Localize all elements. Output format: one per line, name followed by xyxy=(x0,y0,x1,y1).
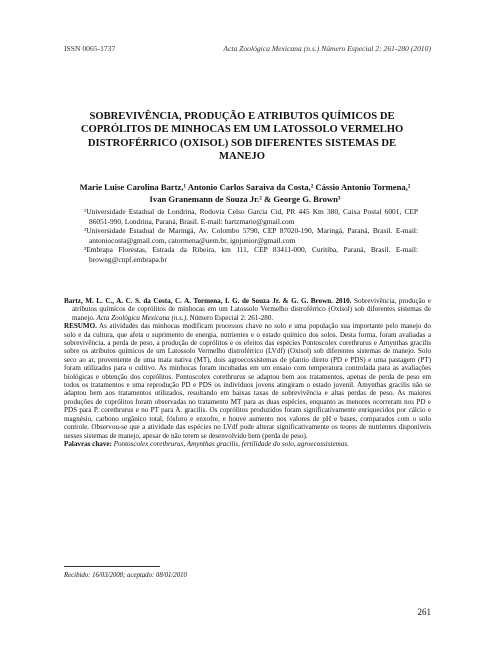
abstract-label: RESUMO. xyxy=(64,322,97,331)
citation-text: Sobrevivência, produção e atributos químicos de coprólitos de minhocas em um Latossolo Vermelho distroférrico (Oxisol) sob diferentes sistemas de manejo. xyxy=(72,297,431,322)
running-header xyxy=(64,44,431,53)
citation-authors: Bartz, M. L. C., A. C. S. da Costa, C. A. Tormena, I. G. de Souza Jr. & G. G. Brown. 2010. xyxy=(64,297,352,305)
affiliation-1: ¹Universidade Estadual de Londrina, Rodovia Celso Garcia Cid, PR 445 Km 380, Caixa Postal 6001, CEP 86051-990, Londrina, Paraná, Brasil. E-mail: bartzmarie@gmail.com xyxy=(84,207,418,226)
keywords xyxy=(64,440,431,448)
citation xyxy=(64,297,431,322)
citation-issue: Número Especial 2: 261-280. xyxy=(189,313,274,322)
affiliation-3: ³Embrapa Florestas, Estrada da Ribeira, km 111, CEP 83411-000, Curitiba, Paraná, Brasil. E-mail: browng@cnpf.embrapa.br xyxy=(84,245,418,264)
article-title: SOBREVIVÊNCIA, PRODUÇÃO E ATRIBUTOS QUÍMICOS DE COPRÓLITOS DE MINHOCAS EM UM LATOSSOLO VERMELHO DISTROFÉRRICO (OXISOL) SOB DIFERENTES SISTEMAS DE MANEJO xyxy=(80,111,404,163)
keywords-text: Pontoscolex corethrurus, Amynthas gracilis, fertilidade do solo, agroecossistemas. xyxy=(113,439,349,448)
abstract xyxy=(64,322,431,440)
affiliations xyxy=(84,207,418,264)
keywords-label: Palavras chave: xyxy=(64,439,112,448)
journal-reference: Acta Zoológica Mexicana (n.s.) Número Especial 2: 261-280 (2010) xyxy=(223,44,431,53)
page-number: 261 xyxy=(417,607,431,617)
article-body xyxy=(64,297,431,448)
affiliation-2: ²Universidade Estadual de Maringá, Av. Colombo 5790, CEP 87020-190, Maringá, Paraná, Brasil. E-mail: antoniocosta@gmail.com, catormena@uem.br, ignjunior@gmail.com xyxy=(84,226,418,245)
citation-journal: Acta Zoológica Mexicana (n.s.), xyxy=(96,313,188,322)
footnote-rule xyxy=(64,566,160,567)
issn-label: ISSN 0065-1737 xyxy=(64,44,116,53)
received-accepted-note: Recibido: 16/03/2008; aceptado: 08/01/2010 xyxy=(64,572,187,579)
author-list: Marie Luise Carolina Bartz,¹ Antonio Carlos Saraiva da Costa,² Cássio Antonio Tormena,² Ivan Granemann de Souza Jr.² & George G. Brown³ xyxy=(79,182,411,204)
abstract-text: As atividades das minhocas modificam processos chave no solo e uma população sua importante pelo manejo do solo e da cultura, que afeta o suprimento de energia, nutrientes e o estado químico dos solos. Desta forma, foram avaliadas a sobrevivência, a perda de peso, a produção de coprólitos e os efeitos das espécies Pontoscolex corethrurus e Amynthas gracilis sobre os atributos químicos de um Latossolo Vermelho distroférrico (LVdf) (Oxisol) sob diferentes sistemas de manejo. Solo seco ao ar, proveniente de uma mata nativa (MT), dois agroecossistemas de plantio direto (PD e PDS) e uma pastagem (PT) foram utilizados para o cultivo. As minhocas foram incubadas em um ensaio com temperatura controlada para as avaliações biológicas e obtenção dos coprólitos. Pontoscolex corethrurus se adaptou bem aos tratamentos, apenas de perda de peso em todos os tratamentos e uma reprodução PD e PDS os indivíduos jovens atingiram o estado juvenil. Amynthas gracilis não se adaptou bem aos tratamentos utilizados, resultando em baixas taxas de sobrevivência e altas perdas de peso. As maiores produções de coprólitos foram observadas no tratamento MT para as duas espécies, enquanto as menores ocorreram nos PD e PDS para P. corethrurus e no PT para A. gracilis. Os coprólitos produzidos foram significativamente enriquecidos por cálcio e magnésio, carbono orgânico total, fósforo e enxofre, e houve aumento nos valores de pH e bases, comparados com o solo controle. Observou-se que a atividade das espécies no LVdf pode alterar significativamente os teores de nutrientes disponíveis nesses sistemas de manejo, apesar de não terem se desenvolvido bem (perda de peso). xyxy=(64,322,431,440)
